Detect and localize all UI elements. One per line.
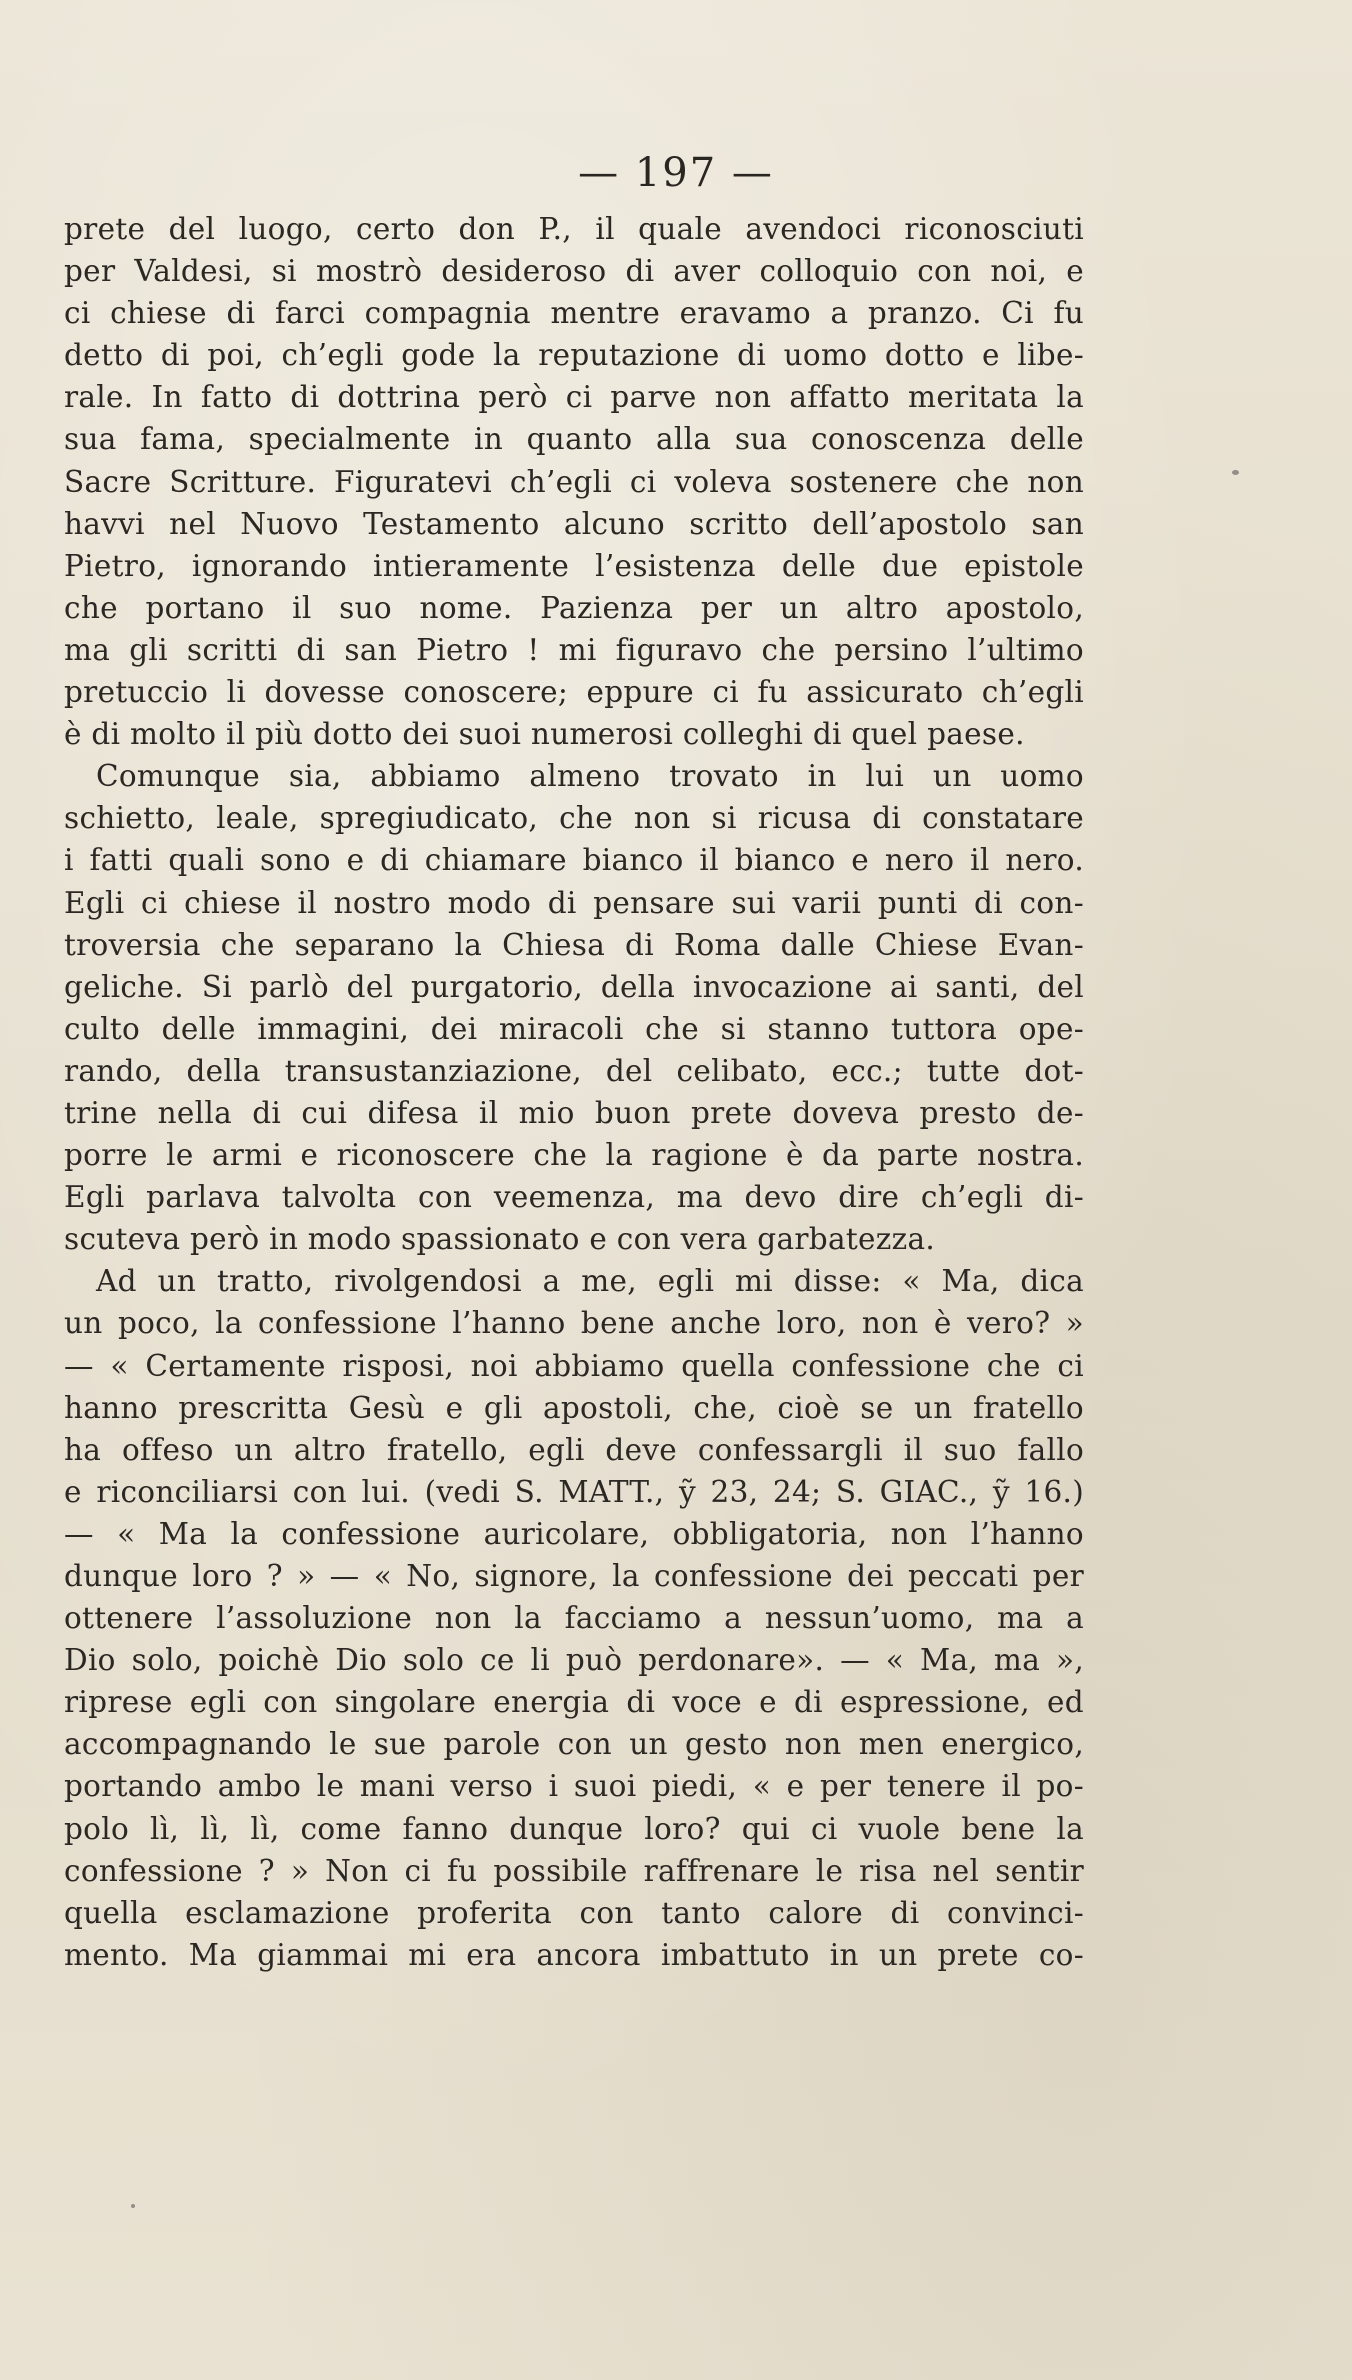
text-line: sua fama, specialmente in quanto alla sua conoscenza delle xyxy=(64,422,1084,457)
text-line: ottenere l’assoluzione non la facciamo a nessun’uomo, ma a xyxy=(64,1601,1084,1636)
paragraph xyxy=(64,755,1084,1260)
text-line: ha offeso un altro fratello, egli deve confessargli il suo fallo xyxy=(64,1432,1084,1467)
text-line: i fatti quali sono e di chiamare bianco il bianco e nero il nero. xyxy=(64,843,1084,878)
text-line: havvi nel Nuovo Testamento alcuno scritto dell’apostolo san xyxy=(64,506,1084,541)
text-line: troversia che separano la Chiesa di Roma dalle Chiese Evan- xyxy=(64,927,1084,962)
text-line: che portano il suo nome. Pazienza per un altro apostolo, xyxy=(64,590,1084,625)
text-line: polo lì, lì, lì, come fanno dunque loro? qui ci vuole bene la xyxy=(64,1811,1084,1846)
text-line: trine nella di cui difesa il mio buon prete doveva presto de- xyxy=(64,1095,1084,1130)
text-line: dunque loro ? » — « No, signore, la confessione dei peccati per xyxy=(64,1559,1084,1593)
text-line: mento. Ma giammai mi era ancora imbattuto in un prete co- xyxy=(64,1937,1084,1972)
text-line: scuteva però in modo spassionato e con vera garbatezza. xyxy=(64,1222,936,1257)
text-line: geliche. Si parlò del purgatorio, della invocazione ai santi, del xyxy=(64,969,1084,1004)
paper-speck xyxy=(1232,470,1239,475)
text-line: ci chiese di farci compagnia mentre eravamo a pranzo. Ci fu xyxy=(64,296,1084,331)
text-line: Sacre Scritture. Figuratevi ch’egli ci voleva sostenere che non xyxy=(64,464,1084,499)
text-line: rando, della transustanziazione, del celibato, ecc.; tutte dot- xyxy=(64,1053,1084,1088)
text-line: Dio solo, poichè Dio solo ce li può perdonare». — « Ma, ma », xyxy=(64,1643,1084,1678)
text-line: — « Ma la confessione auricolare, obbligatoria, non l’hanno xyxy=(64,1516,1084,1551)
text-line: schietto, leale, spregiudicato, che non si ricusa di constatare xyxy=(64,801,1084,836)
text-line: Comunque sia, abbiamo almeno trovato in lui un uomo xyxy=(96,759,1084,794)
page-number-header: — 197 — xyxy=(578,150,774,196)
text-line: ma gli scritti di san Pietro ! mi figuravo che persino l’ultimo xyxy=(64,632,1084,667)
paragraph xyxy=(64,1260,1084,1976)
text-line: per Valdesi, si mostrò desideroso di aver colloquio con noi, e xyxy=(64,254,1084,289)
text-line: è di molto il più dotto dei suoi numerosi colleghi di quel paese. xyxy=(64,717,1025,752)
text-line: hanno prescritta Gesù e gli apostoli, che, cioè se un fratello xyxy=(64,1390,1084,1425)
text-line: Pietro, ignorando intieramente l’esistenza delle due epistole xyxy=(64,548,1084,583)
text-line: Egli parlava talvolta con veemenza, ma devo dire ch’egli di- xyxy=(64,1180,1084,1215)
text-line: culto delle immagini, dei miracoli che si stanno tuttora ope- xyxy=(64,1011,1084,1046)
text-line: — « Certamente risposi, noi abbiamo quella confessione che ci xyxy=(64,1348,1084,1383)
text-line: porre le armi e riconoscere che la ragione è da parte nostra. xyxy=(64,1138,1084,1173)
text-line: Ad un tratto, rivolgendosi a me, egli mi disse: « Ma, dica xyxy=(96,1264,1084,1299)
text-line: prete del luogo, certo don P., il quale avendoci riconosciuti xyxy=(64,212,1084,246)
text-line: detto di poi, ch’egli gode la reputazione di uomo dotto e libe- xyxy=(64,338,1084,373)
text-line: un poco, la confessione l’hanno bene anche loro, non è vero? » xyxy=(64,1306,1084,1341)
paragraph xyxy=(64,208,1084,755)
text-line: pretuccio li dovesse conoscere; eppure ci fu assicurato ch’egli xyxy=(64,675,1084,710)
text-line: e riconciliarsi con lui. (vedi S. MATT., ỹ 23, 24; S. GIAC., ỹ 16.) xyxy=(64,1474,1084,1509)
paper-speck xyxy=(131,2204,135,2208)
text-line: riprese egli con singolare energia di voce e di espressione, ed xyxy=(64,1685,1084,1720)
text-line: rale. In fatto di dottrina però ci parve non affatto meritata la xyxy=(64,380,1084,415)
text-line: portando ambo le mani verso i suoi piedi, « e per tenere il po- xyxy=(64,1769,1084,1804)
text-line: confessione ? » Non ci fu possibile raffrenare le risa nel sentir xyxy=(64,1853,1084,1888)
body-text xyxy=(64,208,1084,1976)
text-line: accompagnando le sue parole con un gesto non men energico, xyxy=(64,1727,1084,1762)
text-line: quella esclamazione proferita con tanto calore di convinci- xyxy=(64,1895,1084,1930)
text-line: Egli ci chiese il nostro modo di pensare sui varii punti di con- xyxy=(64,885,1084,920)
